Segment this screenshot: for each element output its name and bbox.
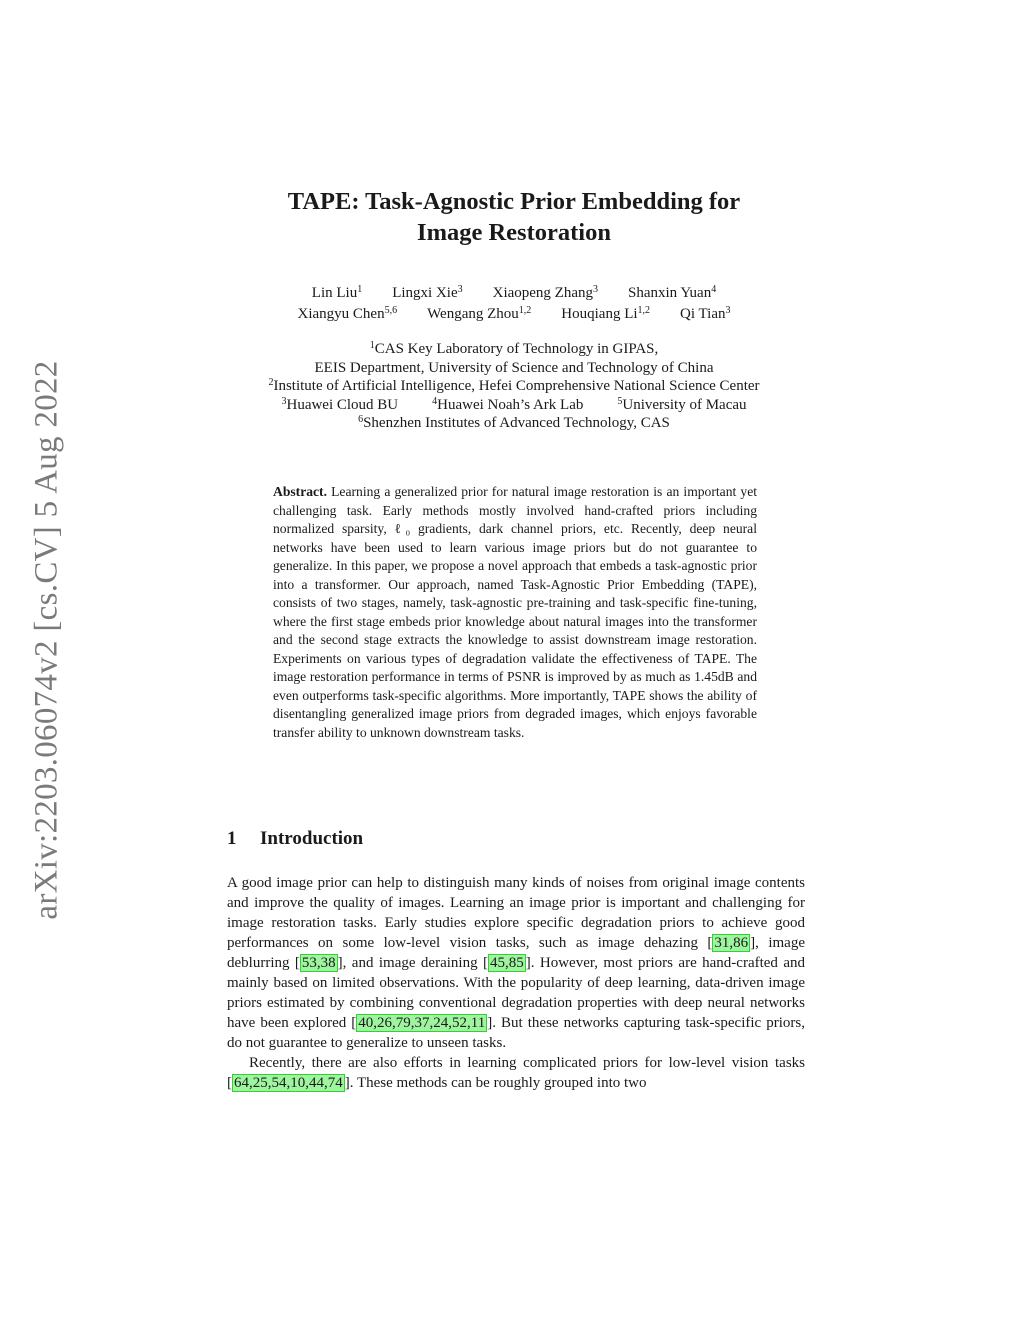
- citation-link[interactable]: 40,26,79,37,24,52,11: [358, 1015, 486, 1031]
- author-line-2: [200, 304, 828, 325]
- affiliation-1-cont: EEIS Department, University of Science and Technology of China: [314, 359, 714, 376]
- author: Lin Liu$^1$: [311, 284, 363, 301]
- author: Wengang Zhou$^{1,2}$: [427, 305, 532, 322]
- arxiv-stamp-text: arXiv:2203.06074v2 [cs.CV] 5 Aug 2022: [28, 360, 65, 920]
- paragraph: Recently, there are also efforts in learning complicated priors for low-level vision tasks [ 64,25,54,10,44,74 ]. These methods can be roughly grouped into two: [227, 1055, 805, 1091]
- citation-link[interactable]: 53,38: [301, 955, 336, 971]
- author: Shanxin Yuan$^4$: [628, 284, 717, 301]
- citation-link[interactable]: 45,85: [489, 955, 524, 971]
- paper-title: [200, 186, 828, 248]
- affiliation-1: $^1$CAS Key Laboratory of Technology in GIPAS,: [369, 340, 659, 357]
- affiliation-2: $^2$Institute of Artificial Intelligence, Hefei Comprehensive National Science Center: [268, 377, 760, 394]
- title-line-2: Image Restoration: [417, 219, 611, 246]
- abstract-text: Learning a generalized prior for natural image restoration is an important yet challenging task. Early methods mostly involved hand-crafted priors including normalized sparsity, ℓ₀ gradients, dark channel priors, etc. Recently, deep neural networks have been used to learn various image priors but do not guarantee to generalize. In this paper, we propose a novel approach that embeds a task-agnostic prior into a transformer. Our approach, named Task-Agnostic Prior Embedding (TAPE), consists of two stages, namely, task-agnostic pre-training and task-specific fine-tuning, where the first stage embeds prior knowledge about natural images into the transformer and the second stage extracts the knowledge to assist downstream image restoration. Experiments on various types of degradation validate the effectiveness of TAPE. The image restoration performance in terms of PSNR is improved by as much as 1.45dB and even outperforms task-specific algorithms. More importantly, TAPE shows the ability of disentangling generalized image priors from degraded images, which enjoys favorable transfer ability to unknown downstream tasks.: [273, 484, 758, 740]
- author-list: [200, 283, 828, 325]
- author: Lingxi Xie$^3$: [392, 284, 463, 301]
- title-line-1: TAPE: Task-Agnostic Prior Embedding for: [287, 188, 741, 215]
- author: Xiaopeng Zhang$^3$: [492, 284, 598, 301]
- citation-link[interactable]: 31,86: [714, 935, 749, 951]
- abstract: [273, 483, 757, 742]
- abstract-label: Abstract.: [273, 484, 327, 499]
- affiliation-3-4-5: $^3$Huawei Cloud BU $^4$Huawei Noah’s Ark Lab $^5$University of Macau: [281, 395, 747, 413]
- affiliations: [200, 340, 828, 433]
- paragraph: A good image prior can help to distinguish many kinds of noises from original image contents and improve the quality of images. Learning an image prior is important and challenging for image restoration tasks. Early studies explore specific degradation priors to achieve good performances on some low-level vision tasks, such as image dehazing [ 31,86 ], image deblurring [ 53,38 ], and image deraining [ 45,85 ]. However, most priors are hand-crafted and mainly based on limited observations. With the popularity of deep learning, data-driven image priors estimated by combining conventional degradation properties with deep neural networks have been explored [ 40,26,79,37,24,52,11 ]. But these networks capturing task-specific priors, do not guarantee to generalize to unseen tasks.: [227, 875, 805, 1051]
- arxiv-stamp: [22, 350, 72, 930]
- citation-link[interactable]: 64,25,54,10,44,74: [234, 1075, 343, 1091]
- intro-body: [227, 873, 805, 1093]
- section-title: Introduction: [260, 828, 364, 849]
- author: Houqiang Li$^{1,2}$: [561, 305, 651, 322]
- author: Qi Tian$^3$: [680, 305, 731, 322]
- author-line-1: [200, 283, 828, 304]
- section-heading: [227, 828, 363, 850]
- section-number: 1: [227, 828, 237, 849]
- author: Xiangyu Chen$^{5,6}$: [297, 305, 398, 322]
- affiliation-6: $^6$Shenzhen Institutes of Advanced Technology, CAS: [358, 414, 670, 431]
